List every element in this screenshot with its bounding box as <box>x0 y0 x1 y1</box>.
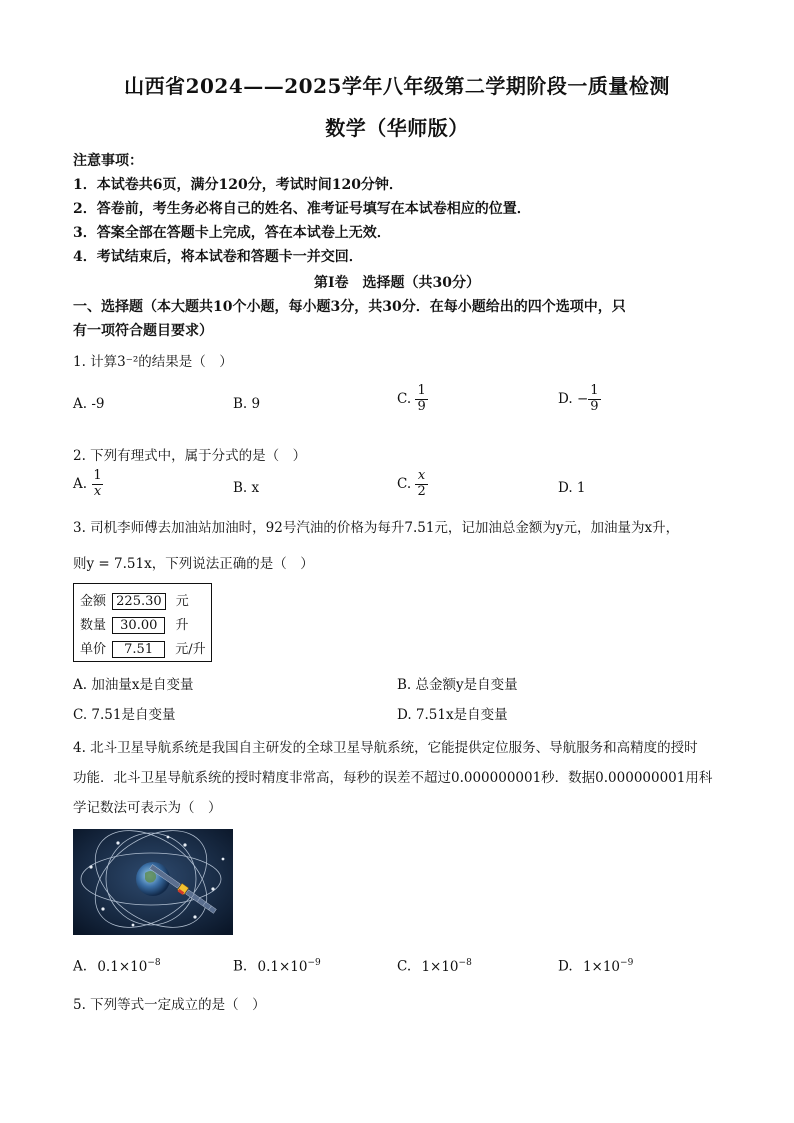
q3-option-d[interactable]: D. 7.51x是自变量 <box>397 707 508 723</box>
q2-option-b[interactable]: B. x <box>233 480 260 496</box>
q1-d-fraction: $\frac{1}{9}$ <box>590 383 599 414</box>
section-instruction-1: 一、选择题（本大题共10个小题，每小题3分，共30分．在每小题给出的四个选项中，只 <box>73 299 626 315</box>
q2-stem: 2. 下列有理式中，属于分式的是（ ） <box>73 448 307 464</box>
beidou-satellite-image <box>73 829 233 935</box>
q2-option-d[interactable]: D. 1 <box>558 480 586 496</box>
q4-option-a[interactable]: A. $0.1\times 10^{-8}$ <box>73 958 161 975</box>
note-item-3: 3．答案全部在答题卡上完成，答在本试卷上无效． <box>73 225 391 241</box>
section-instruction-2: 有一项符合题目要求） <box>73 323 213 339</box>
q4-option-b[interactable]: B. $0.1\times 10^{-9}$ <box>233 958 321 975</box>
q3-option-b[interactable]: B. 总金额y是自变量 <box>397 677 518 693</box>
q1-stem: 1. 计算3⁻²的结果是（ ） <box>73 354 233 370</box>
page-title: 山西省2024——2025学年八年级第二学期阶段一质量检测 <box>124 74 670 98</box>
q2-option-a[interactable]: A. $\frac{1}{x}$ <box>73 468 102 499</box>
q2-c-fraction: $\frac{x}{2}$ <box>417 468 426 499</box>
note-item-4: 4．考试结束后，将本试卷和答题卡一并交回． <box>73 249 363 265</box>
q4-option-c[interactable]: C. $1\times 10^{-8}$ <box>397 958 472 975</box>
pump-row-quantity: 数量 30.00 升 <box>80 618 189 633</box>
part-title: 第Ⅰ卷 选择题（共30分） <box>313 275 481 291</box>
q1-option-b[interactable]: B. 9 <box>233 396 261 412</box>
q4-stem-line1: 4. 北斗卫星导航系统是我国自主研发的全球卫星导航系统，它能提供定位服务、导航服务和高精度的授时 <box>73 740 698 756</box>
note-item-1: 1．本试卷共6页，满分120分，考试时间120分钟． <box>73 177 403 193</box>
notes-heading: 注意事项： <box>73 153 143 169</box>
pump-row-amount: 金额 225.30 元 <box>80 594 189 609</box>
page-subtitle: 数学（华师版） <box>325 116 469 140</box>
q1-option-a[interactable]: A. -9 <box>73 396 105 412</box>
q3-option-a[interactable]: A. 加油量x是自变量 <box>73 677 194 693</box>
q1-option-c[interactable]: C. $\frac{1}{9}$ <box>397 383 426 414</box>
q3-stem-line2: 则y = 7.51x，下列说法正确的是（ ） <box>73 556 314 572</box>
q3-stem-line1: 3. 司机李师傅去加油站加油时，92号汽油的价格为每升7.51元，记加油总金额为y元，加油量为x升， <box>73 520 680 536</box>
q4-option-d[interactable]: D. $1\times 10^{-9}$ <box>558 958 634 975</box>
q5-stem: 5. 下列等式一定成立的是（ ） <box>73 997 266 1013</box>
q1-option-d[interactable]: D. − $\frac{1}{9}$ <box>558 383 599 414</box>
pump-row-price: 单价 7.51 元/升 <box>80 642 206 657</box>
q4-stem-line2: 功能．北斗卫星导航系统的授时精度非常高，每秒的误差不超过0.000000001秒．数据0.000000001用科 <box>73 770 713 786</box>
fuel-pump-display <box>73 583 212 662</box>
note-item-2: 2．答卷前，考生务必将自己的姓名、准考证号填写在本试卷相应的位置． <box>73 201 531 217</box>
q4-stem-line3: 学记数法可表示为（ ） <box>73 800 222 816</box>
q2-option-c[interactable]: C. $\frac{x}{2}$ <box>397 468 426 499</box>
q1-c-fraction: $\frac{1}{9}$ <box>417 383 426 414</box>
q3-option-c[interactable]: C. 7.51是自变量 <box>73 707 176 723</box>
q2-a-fraction: $\frac{1}{x}$ <box>93 468 102 499</box>
